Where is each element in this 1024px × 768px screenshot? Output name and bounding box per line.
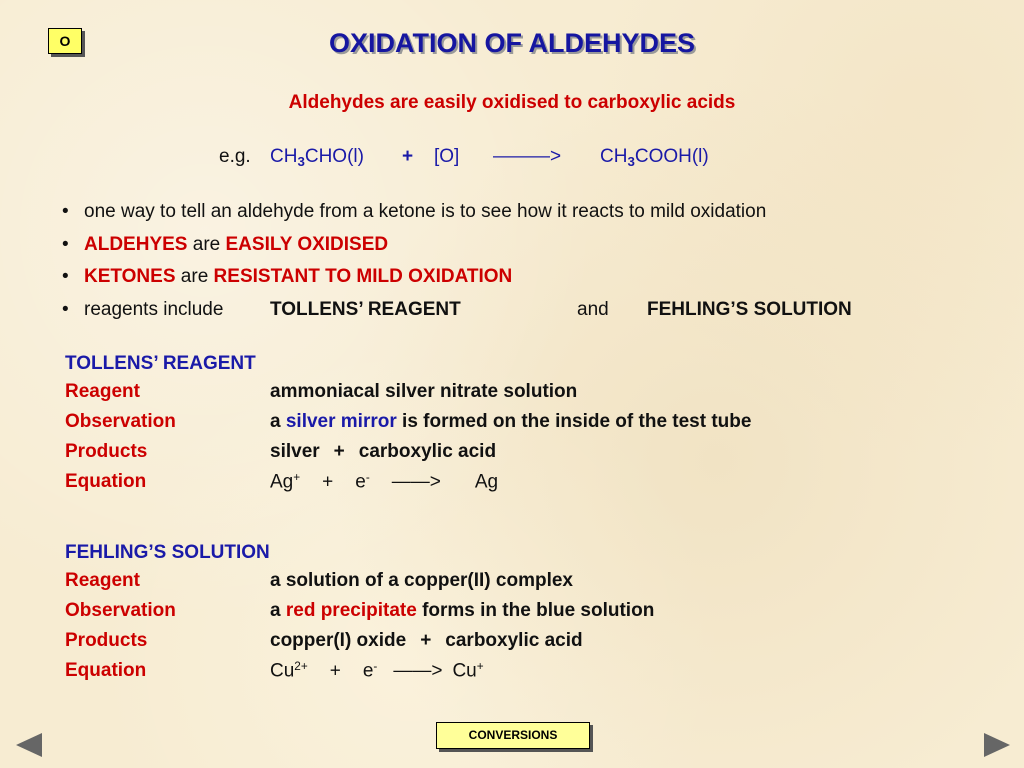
fehling-reagent-value: a solution of a copper(II) complex xyxy=(270,570,573,591)
example-reactant-a: $CH_3CHO(l)$ xyxy=(270,146,364,169)
bullet-icon: • xyxy=(62,299,69,320)
example-plus: + xyxy=(402,146,414,167)
fehling-products-label: Products xyxy=(65,630,148,651)
tollens-observation-value: a silver mirror is formed on the inside of the test tube xyxy=(270,411,752,432)
bullet-item-3: • KETONES are RESISTANT TO MILD OXIDATION xyxy=(62,266,513,287)
bullet-item-1: • one way to tell an aldehyde from a ketone is to see how it reacts to mild oxidation xyxy=(62,201,767,222)
tollens-reagent-value: ammoniacal silver nitrate solution xyxy=(270,381,578,402)
fehling-observation-label: Observation xyxy=(65,600,176,621)
page-title: OXIDATION OF ALDEHYDES xyxy=(328,28,696,58)
fehling-heading: FEHLING’S SOLUTION xyxy=(65,542,270,563)
bullet-icon: • xyxy=(62,266,69,287)
page-subtitle: Aldehydes are easily oxidised to carboxylic acids xyxy=(288,92,736,113)
bullet-4-and: and xyxy=(577,299,609,320)
conversions-button[interactable]: CONVERSIONS xyxy=(436,722,590,749)
bullet-item-4: • reagents include xyxy=(62,299,224,320)
tollens-products-label: Products xyxy=(65,441,148,462)
fehling-reagent-label: Reagent xyxy=(65,570,140,591)
bullet-4-tollens: TOLLENS’ REAGENT xyxy=(270,299,461,320)
example-reactant-b: [O] xyxy=(434,146,460,167)
next-slide-icon[interactable] xyxy=(984,733,1010,757)
tollens-heading: TOLLENS’ REAGENT xyxy=(65,353,256,374)
tollens-observation-label: Observation xyxy=(65,411,176,432)
example-arrow: ———> xyxy=(493,146,562,167)
fehling-products-value: copper(I) oxide + carboxylic acid xyxy=(270,630,583,651)
fehling-observation-value: a red precipitate forms in the blue solution xyxy=(270,600,655,621)
fehling-equation-value: $Cu^{2+} + e^-$ ——> Cu+ xyxy=(270,660,484,682)
bullet-icon: • xyxy=(62,201,69,222)
bullet-item-2: • ALDEHYES are EASILY OXIDISED xyxy=(62,234,389,255)
home-button[interactable]: O xyxy=(48,28,82,54)
tollens-products-value: silver + carboxylic acid xyxy=(270,441,497,462)
tollens-equation-label: Equation xyxy=(65,471,147,492)
tollens-reagent-label: Reagent xyxy=(65,381,140,402)
example-product: $CH_3COOH(l)$ xyxy=(600,146,709,169)
bullet-4-fehling: FEHLING’S SOLUTION xyxy=(647,299,852,320)
tollens-equation-value: Ag+ + e- ——> Ag xyxy=(270,471,499,493)
fehling-equation-label: Equation xyxy=(65,660,147,681)
previous-slide-icon[interactable] xyxy=(16,733,42,757)
bullet-icon: • xyxy=(62,234,69,255)
example-prefix: e.g. xyxy=(219,146,251,167)
